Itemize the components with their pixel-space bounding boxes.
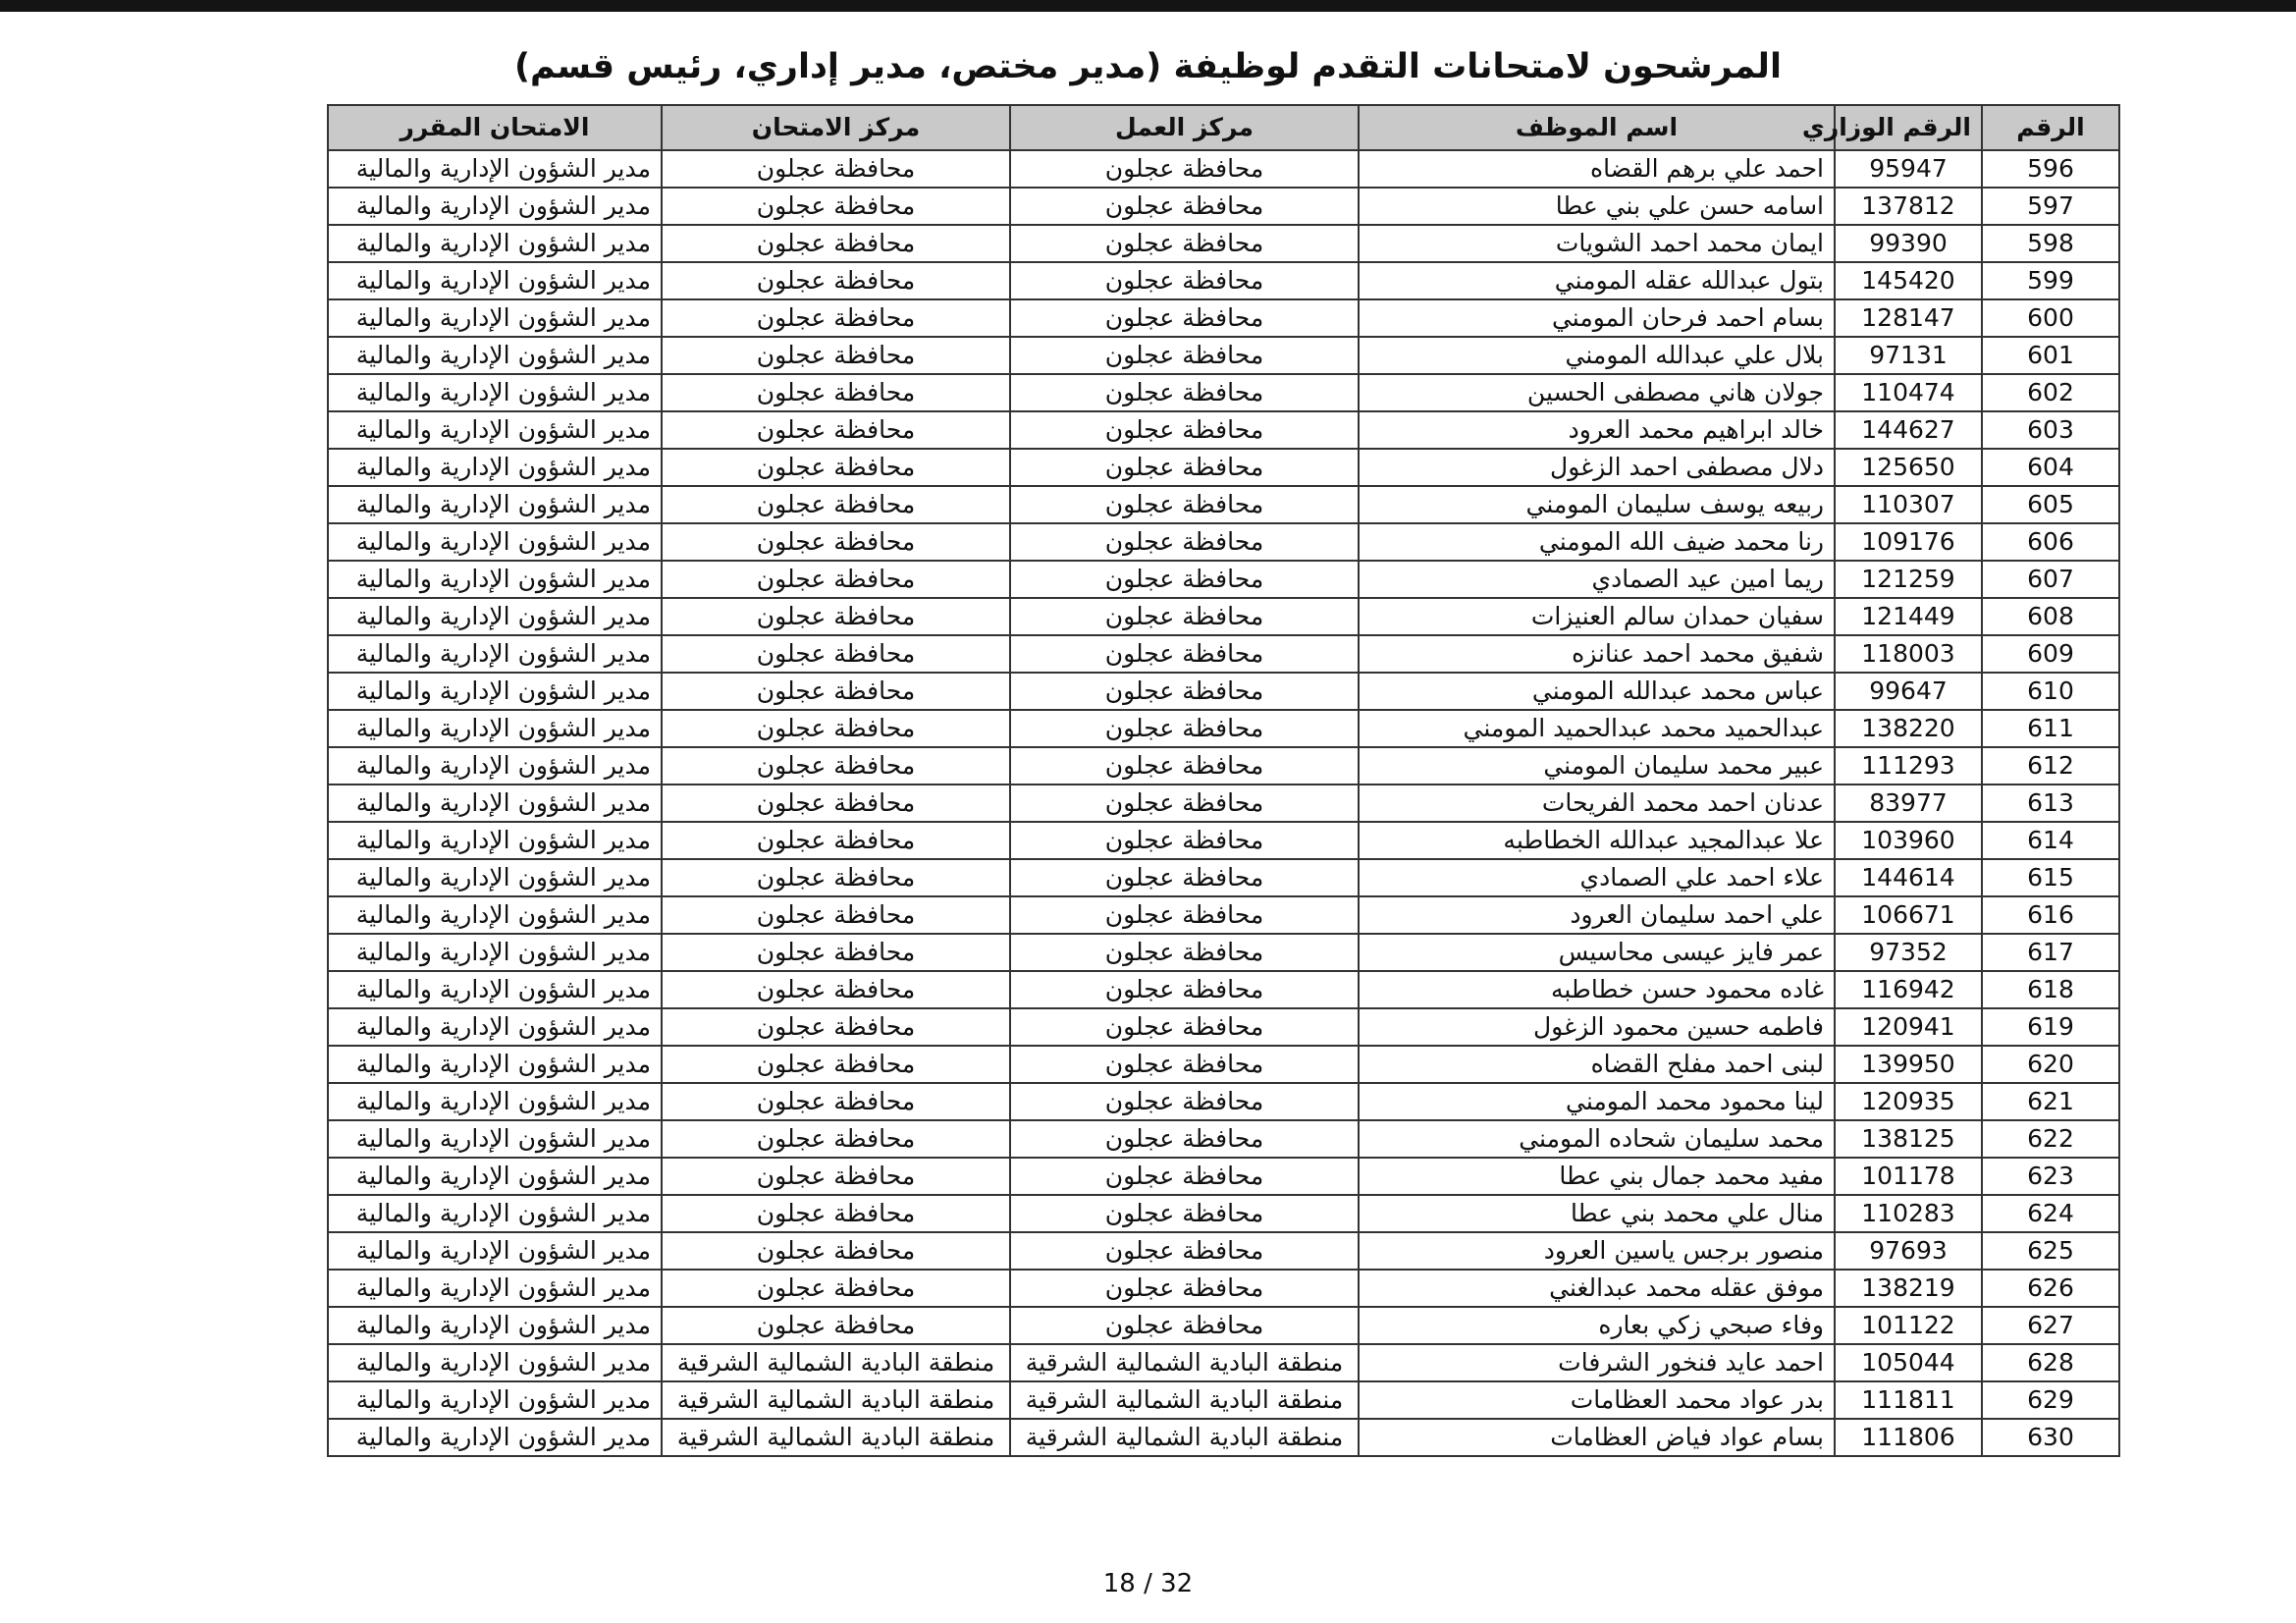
- cell-exam-center: محافظة عجلون: [662, 673, 1010, 710]
- table-row: [328, 1419, 2119, 1456]
- cell-employee-name: عبدالحميد محمد عبدالحميد المومني: [1359, 710, 1835, 747]
- cell-ministry-no: 110283: [1835, 1195, 1982, 1232]
- cell-no: 606: [1982, 523, 2119, 561]
- cell-exam-center: محافظة عجلون: [662, 1083, 1010, 1120]
- cell-no: 621: [1982, 1083, 2119, 1120]
- cell-work-center: محافظة عجلون: [1010, 635, 1359, 673]
- cell-exam: مدير الشؤون الإدارية والمالية: [328, 710, 662, 747]
- cell-exam-center: محافظة عجلون: [662, 1232, 1010, 1270]
- cell-no: 602: [1982, 374, 2119, 411]
- cell-no: 610: [1982, 673, 2119, 710]
- cell-work-center: محافظة عجلون: [1010, 561, 1359, 598]
- cell-ministry-no: 139950: [1835, 1046, 1982, 1083]
- cell-ministry-no: 111811: [1835, 1381, 1982, 1419]
- cell-exam: مدير الشؤون الإدارية والمالية: [328, 299, 662, 337]
- cell-employee-name: عدنان احمد محمد الفريحات: [1359, 784, 1835, 822]
- table-row: [328, 1270, 2119, 1307]
- cell-no: 600: [1982, 299, 2119, 337]
- cell-no: 603: [1982, 411, 2119, 449]
- cell-exam: مدير الشؤون الإدارية والمالية: [328, 486, 662, 523]
- table-header-row: [328, 105, 2119, 150]
- table-row: [328, 1195, 2119, 1232]
- cell-ministry-no: 144614: [1835, 859, 1982, 896]
- cell-no: 599: [1982, 262, 2119, 299]
- cell-work-center: محافظة عجلون: [1010, 337, 1359, 374]
- cell-no: 596: [1982, 150, 2119, 188]
- cell-exam: مدير الشؤون الإدارية والمالية: [328, 1381, 662, 1419]
- cell-employee-name: وفاء صبحي زكي بعاره: [1359, 1307, 1835, 1344]
- table-row: [328, 1344, 2119, 1381]
- table-row: [328, 784, 2119, 822]
- cell-employee-name: موفق عقله محمد عبدالغني: [1359, 1270, 1835, 1307]
- table-row: [328, 934, 2119, 971]
- cell-work-center: محافظة عجلون: [1010, 971, 1359, 1008]
- table-row: [328, 1158, 2119, 1195]
- cell-no: 604: [1982, 449, 2119, 486]
- cell-ministry-no: 99647: [1835, 673, 1982, 710]
- cell-exam: مدير الشؤون الإدارية والمالية: [328, 374, 662, 411]
- table-row: [328, 188, 2119, 225]
- cell-exam-center: محافظة عجلون: [662, 486, 1010, 523]
- cell-ministry-no: 120941: [1835, 1008, 1982, 1046]
- cell-exam-center: محافظة عجلون: [662, 1120, 1010, 1158]
- table-row: [328, 299, 2119, 337]
- table-row: [328, 262, 2119, 299]
- table-row: [328, 150, 2119, 188]
- cell-exam: مدير الشؤون الإدارية والمالية: [328, 635, 662, 673]
- cell-employee-name: لبنى احمد مفلح القضاه: [1359, 1046, 1835, 1083]
- cell-no: 601: [1982, 337, 2119, 374]
- cell-employee-name: بسام احمد فرحان المومني: [1359, 299, 1835, 337]
- cell-exam-center: محافظة عجلون: [662, 449, 1010, 486]
- cell-work-center: محافظة عجلون: [1010, 896, 1359, 934]
- table-row: [328, 896, 2119, 934]
- cell-exam: مدير الشؤون الإدارية والمالية: [328, 561, 662, 598]
- cell-ministry-no: 110307: [1835, 486, 1982, 523]
- cell-employee-name: عبير محمد سليمان المومني: [1359, 747, 1835, 784]
- cell-ministry-no: 95947: [1835, 150, 1982, 188]
- cell-no: 620: [1982, 1046, 2119, 1083]
- cell-exam-center: محافظة عجلون: [662, 299, 1010, 337]
- cell-exam: مدير الشؤون الإدارية والمالية: [328, 523, 662, 561]
- cell-no: 627: [1982, 1307, 2119, 1344]
- cell-no: 616: [1982, 896, 2119, 934]
- cell-work-center: محافظة عجلون: [1010, 710, 1359, 747]
- cell-employee-name: رنا محمد ضيف الله المومني: [1359, 523, 1835, 561]
- cell-exam-center: محافظة عجلون: [662, 710, 1010, 747]
- cell-ministry-no: 118003: [1835, 635, 1982, 673]
- cell-exam-center: محافظة عجلون: [662, 859, 1010, 896]
- header-no: الرقم: [1982, 105, 2119, 150]
- cell-employee-name: علا عبدالمجيد عبدالله الخطاطبه: [1359, 822, 1835, 859]
- cell-no: 622: [1982, 1120, 2119, 1158]
- table-row: [328, 1083, 2119, 1120]
- header-name: اسم الموظف: [1359, 105, 1835, 150]
- cell-work-center: محافظة عجلون: [1010, 150, 1359, 188]
- table-row: [328, 1381, 2119, 1419]
- cell-employee-name: ايمان محمد احمد الشويات: [1359, 225, 1835, 262]
- cell-ministry-no: 101178: [1835, 1158, 1982, 1195]
- cell-work-center: محافظة عجلون: [1010, 859, 1359, 896]
- cell-no: 605: [1982, 486, 2119, 523]
- cell-no: 597: [1982, 188, 2119, 225]
- cell-no: 625: [1982, 1232, 2119, 1270]
- cell-exam: مدير الشؤون الإدارية والمالية: [328, 747, 662, 784]
- cell-exam-center: منطقة البادية الشمالية الشرقية: [662, 1344, 1010, 1381]
- cell-exam: مدير الشؤون الإدارية والمالية: [328, 673, 662, 710]
- cell-employee-name: احمد عايد فنخور الشرفات: [1359, 1344, 1835, 1381]
- cell-exam: مدير الشؤون الإدارية والمالية: [328, 822, 662, 859]
- cell-exam-center: محافظة عجلون: [662, 188, 1010, 225]
- cell-employee-name: جولان هاني مصطفى الحسين: [1359, 374, 1835, 411]
- table-row: [328, 1008, 2119, 1046]
- cell-exam-center: محافظة عجلون: [662, 225, 1010, 262]
- table-row: [328, 971, 2119, 1008]
- cell-exam-center: محافظة عجلون: [662, 561, 1010, 598]
- cell-work-center: محافظة عجلون: [1010, 1232, 1359, 1270]
- cell-work-center: محافظة عجلون: [1010, 1307, 1359, 1344]
- cell-exam: مدير الشؤون الإدارية والمالية: [328, 1232, 662, 1270]
- cell-work-center: محافظة عجلون: [1010, 1120, 1359, 1158]
- cell-work-center: محافظة عجلون: [1010, 934, 1359, 971]
- cell-employee-name: منصور برجس ياسين العرود: [1359, 1232, 1835, 1270]
- table-row: [328, 710, 2119, 747]
- cell-employee-name: ربيعه يوسف سليمان المومني: [1359, 486, 1835, 523]
- cell-work-center: منطقة البادية الشمالية الشرقية: [1010, 1381, 1359, 1419]
- cell-exam: مدير الشؤون الإدارية والمالية: [328, 225, 662, 262]
- cell-exam-center: محافظة عجلون: [662, 971, 1010, 1008]
- table-body: [328, 150, 2119, 1456]
- cell-exam: مدير الشؤون الإدارية والمالية: [328, 784, 662, 822]
- cell-no: 615: [1982, 859, 2119, 896]
- cell-exam: مدير الشؤون الإدارية والمالية: [328, 1046, 662, 1083]
- cell-work-center: محافظة عجلون: [1010, 747, 1359, 784]
- cell-exam: مدير الشؤون الإدارية والمالية: [328, 337, 662, 374]
- cell-exam-center: محافظة عجلون: [662, 1307, 1010, 1344]
- cell-exam: مدير الشؤون الإدارية والمالية: [328, 262, 662, 299]
- cell-exam: مدير الشؤون الإدارية والمالية: [328, 1083, 662, 1120]
- cell-work-center: محافظة عجلون: [1010, 1083, 1359, 1120]
- cell-exam-center: محافظة عجلون: [662, 896, 1010, 934]
- cell-exam-center: محافظة عجلون: [662, 784, 1010, 822]
- cell-work-center: محافظة عجلون: [1010, 598, 1359, 635]
- table-row: [328, 859, 2119, 896]
- cell-work-center: منطقة البادية الشمالية الشرقية: [1010, 1419, 1359, 1456]
- table-row: [328, 635, 2119, 673]
- cell-exam: مدير الشؤون الإدارية والمالية: [328, 896, 662, 934]
- cell-ministry-no: 121449: [1835, 598, 1982, 635]
- cell-exam-center: محافظة عجلون: [662, 934, 1010, 971]
- cell-work-center: محافظة عجلون: [1010, 486, 1359, 523]
- cell-ministry-no: 97352: [1835, 934, 1982, 971]
- cell-no: 612: [1982, 747, 2119, 784]
- cell-employee-name: بتول عبدالله عقله المومني: [1359, 262, 1835, 299]
- cell-work-center: محافظة عجلون: [1010, 374, 1359, 411]
- cell-no: 613: [1982, 784, 2119, 822]
- cell-exam: مدير الشؤون الإدارية والمالية: [328, 150, 662, 188]
- page-number: 18 / 32: [1102, 1569, 1194, 1598]
- cell-exam-center: محافظة عجلون: [662, 523, 1010, 561]
- cell-work-center: محافظة عجلون: [1010, 188, 1359, 225]
- cell-no: 609: [1982, 635, 2119, 673]
- cell-employee-name: علي احمد سليمان العرود: [1359, 896, 1835, 934]
- table-row: [328, 523, 2119, 561]
- cell-exam-center: منطقة البادية الشمالية الشرقية: [662, 1381, 1010, 1419]
- cell-ministry-no: 120935: [1835, 1083, 1982, 1120]
- table-row: [328, 673, 2119, 710]
- cell-exam: مدير الشؤون الإدارية والمالية: [328, 1419, 662, 1456]
- cell-no: 608: [1982, 598, 2119, 635]
- cell-exam-center: محافظة عجلون: [662, 1008, 1010, 1046]
- cell-exam: مدير الشؤون الإدارية والمالية: [328, 1158, 662, 1195]
- cell-exam: مدير الشؤون الإدارية والمالية: [328, 411, 662, 449]
- cell-ministry-no: 128147: [1835, 299, 1982, 337]
- cell-no: 619: [1982, 1008, 2119, 1046]
- cell-employee-name: فاطمه حسين محمود الزغول: [1359, 1008, 1835, 1046]
- cell-ministry-no: 97131: [1835, 337, 1982, 374]
- cell-work-center: محافظة عجلون: [1010, 1046, 1359, 1083]
- cell-ministry-no: 111293: [1835, 747, 1982, 784]
- cell-work-center: محافظة عجلون: [1010, 1270, 1359, 1307]
- cell-no: 614: [1982, 822, 2119, 859]
- table-row: [328, 822, 2119, 859]
- cell-no: 623: [1982, 1158, 2119, 1195]
- cell-work-center: محافظة عجلون: [1010, 299, 1359, 337]
- cell-ministry-no: 137812: [1835, 188, 1982, 225]
- cell-work-center: محافظة عجلون: [1010, 1008, 1359, 1046]
- cell-employee-name: لينا محمود محمد المومني: [1359, 1083, 1835, 1120]
- table-row: [328, 225, 2119, 262]
- cell-ministry-no: 116942: [1835, 971, 1982, 1008]
- cell-exam-center: محافظة عجلون: [662, 1270, 1010, 1307]
- cell-exam: مدير الشؤون الإدارية والمالية: [328, 1008, 662, 1046]
- cell-work-center: محافظة عجلون: [1010, 225, 1359, 262]
- cell-work-center: محافظة عجلون: [1010, 411, 1359, 449]
- table-row: [328, 374, 2119, 411]
- cell-work-center: محافظة عجلون: [1010, 523, 1359, 561]
- cell-exam: مدير الشؤون الإدارية والمالية: [328, 1307, 662, 1344]
- cell-employee-name: عمر فايز عيسى محاسيس: [1359, 934, 1835, 971]
- cell-exam: مدير الشؤون الإدارية والمالية: [328, 971, 662, 1008]
- cell-no: 628: [1982, 1344, 2119, 1381]
- cell-ministry-no: 138219: [1835, 1270, 1982, 1307]
- scan-top-edge: [0, 0, 2296, 12]
- candidates-table: [327, 104, 2120, 1457]
- cell-ministry-no: 138125: [1835, 1120, 1982, 1158]
- cell-exam-center: محافظة عجلون: [662, 747, 1010, 784]
- cell-ministry-no: 97693: [1835, 1232, 1982, 1270]
- table-row: [328, 337, 2119, 374]
- cell-exam-center: محافظة عجلون: [662, 1195, 1010, 1232]
- cell-exam-center: محافظة عجلون: [662, 1158, 1010, 1195]
- cell-no: 626: [1982, 1270, 2119, 1307]
- table-row: [328, 486, 2119, 523]
- cell-ministry-no: 99390: [1835, 225, 1982, 262]
- cell-exam: مدير الشؤون الإدارية والمالية: [328, 1195, 662, 1232]
- cell-no: 617: [1982, 934, 2119, 971]
- cell-no: 630: [1982, 1419, 2119, 1456]
- cell-ministry-no: 106671: [1835, 896, 1982, 934]
- table-row: [328, 1232, 2119, 1270]
- cell-no: 629: [1982, 1381, 2119, 1419]
- cell-work-center: محافظة عجلون: [1010, 784, 1359, 822]
- cell-no: 618: [1982, 971, 2119, 1008]
- cell-work-center: منطقة البادية الشمالية الشرقية: [1010, 1344, 1359, 1381]
- document-title: المرشحون لامتحانات التقدم لوظيفة (مدير مختص، مدير إداري، رئيس قسم): [514, 47, 1782, 86]
- cell-exam: مدير الشؤون الإدارية والمالية: [328, 1270, 662, 1307]
- cell-employee-name: دلال مصطفى احمد الزغول: [1359, 449, 1835, 486]
- cell-exam: مدير الشؤون الإدارية والمالية: [328, 449, 662, 486]
- cell-work-center: محافظة عجلون: [1010, 1158, 1359, 1195]
- cell-ministry-no: 105044: [1835, 1344, 1982, 1381]
- cell-no: 607: [1982, 561, 2119, 598]
- cell-exam-center: محافظة عجلون: [662, 411, 1010, 449]
- table-row: [328, 1307, 2119, 1344]
- cell-employee-name: خالد ابراهيم محمد العرود: [1359, 411, 1835, 449]
- table-row: [328, 1046, 2119, 1083]
- cell-employee-name: علاء احمد علي الصمادي: [1359, 859, 1835, 896]
- cell-ministry-no: 101122: [1835, 1307, 1982, 1344]
- header-work-center: مركز العمل: [1010, 105, 1359, 150]
- cell-exam-center: منطقة البادية الشمالية الشرقية: [662, 1419, 1010, 1456]
- cell-exam-center: محافظة عجلون: [662, 150, 1010, 188]
- table-row: [328, 449, 2119, 486]
- cell-employee-name: مفيد محمد جمال بني عطا: [1359, 1158, 1835, 1195]
- cell-employee-name: شفيق محمد احمد عنانزه: [1359, 635, 1835, 673]
- cell-exam: مدير الشؤون الإدارية والمالية: [328, 1344, 662, 1381]
- cell-ministry-no: 144627: [1835, 411, 1982, 449]
- cell-exam: مدير الشؤون الإدارية والمالية: [328, 934, 662, 971]
- cell-employee-name: بلال علي عبدالله المومني: [1359, 337, 1835, 374]
- cell-work-center: محافظة عجلون: [1010, 822, 1359, 859]
- cell-ministry-no: 145420: [1835, 262, 1982, 299]
- table-row: [328, 411, 2119, 449]
- cell-exam-center: محافظة عجلون: [662, 1046, 1010, 1083]
- cell-employee-name: منال علي محمد بني عطا: [1359, 1195, 1835, 1232]
- cell-no: 624: [1982, 1195, 2119, 1232]
- cell-ministry-no: 103960: [1835, 822, 1982, 859]
- cell-exam-center: محافظة عجلون: [662, 374, 1010, 411]
- cell-ministry-no: 109176: [1835, 523, 1982, 561]
- cell-ministry-no: 110474: [1835, 374, 1982, 411]
- cell-exam-center: محافظة عجلون: [662, 337, 1010, 374]
- cell-ministry-no: 111806: [1835, 1419, 1982, 1456]
- table-row: [328, 561, 2119, 598]
- cell-employee-name: سفيان حمدان سالم العنيزات: [1359, 598, 1835, 635]
- cell-ministry-no: 138220: [1835, 710, 1982, 747]
- cell-work-center: محافظة عجلون: [1010, 449, 1359, 486]
- cell-employee-name: غاده محمود حسن خطاطبه: [1359, 971, 1835, 1008]
- cell-ministry-no: 121259: [1835, 561, 1982, 598]
- table-row: [328, 1120, 2119, 1158]
- header-exam: الامتحان المقرر: [328, 105, 662, 150]
- cell-employee-name: عباس محمد عبدالله المومني: [1359, 673, 1835, 710]
- cell-exam: مدير الشؤون الإدارية والمالية: [328, 1120, 662, 1158]
- cell-work-center: محافظة عجلون: [1010, 673, 1359, 710]
- cell-no: 598: [1982, 225, 2119, 262]
- cell-exam: مدير الشؤون الإدارية والمالية: [328, 598, 662, 635]
- table-row: [328, 598, 2119, 635]
- header-exam-center: مركز الامتحان: [662, 105, 1010, 150]
- cell-employee-name: بدر عواد محمد العظامات: [1359, 1381, 1835, 1419]
- cell-exam-center: محافظة عجلون: [662, 635, 1010, 673]
- cell-exam-center: محافظة عجلون: [662, 262, 1010, 299]
- cell-employee-name: احمد علي برهم القضاه: [1359, 150, 1835, 188]
- cell-exam: مدير الشؤون الإدارية والمالية: [328, 859, 662, 896]
- cell-employee-name: ريما امين عيد الصمادي: [1359, 561, 1835, 598]
- cell-ministry-no: 125650: [1835, 449, 1982, 486]
- cell-employee-name: محمد سليمان شحاده المومني: [1359, 1120, 1835, 1158]
- cell-no: 611: [1982, 710, 2119, 747]
- header-ministry-no: الرقم الوزاري: [1835, 105, 1982, 150]
- cell-employee-name: اسامه حسن علي بني عطا: [1359, 188, 1835, 225]
- cell-work-center: محافظة عجلون: [1010, 262, 1359, 299]
- cell-exam-center: محافظة عجلون: [662, 822, 1010, 859]
- table-row: [328, 747, 2119, 784]
- cell-ministry-no: 83977: [1835, 784, 1982, 822]
- cell-exam-center: محافظة عجلون: [662, 598, 1010, 635]
- cell-employee-name: بسام عواد فياض العظامات: [1359, 1419, 1835, 1456]
- cell-exam: مدير الشؤون الإدارية والمالية: [328, 188, 662, 225]
- cell-work-center: محافظة عجلون: [1010, 1195, 1359, 1232]
